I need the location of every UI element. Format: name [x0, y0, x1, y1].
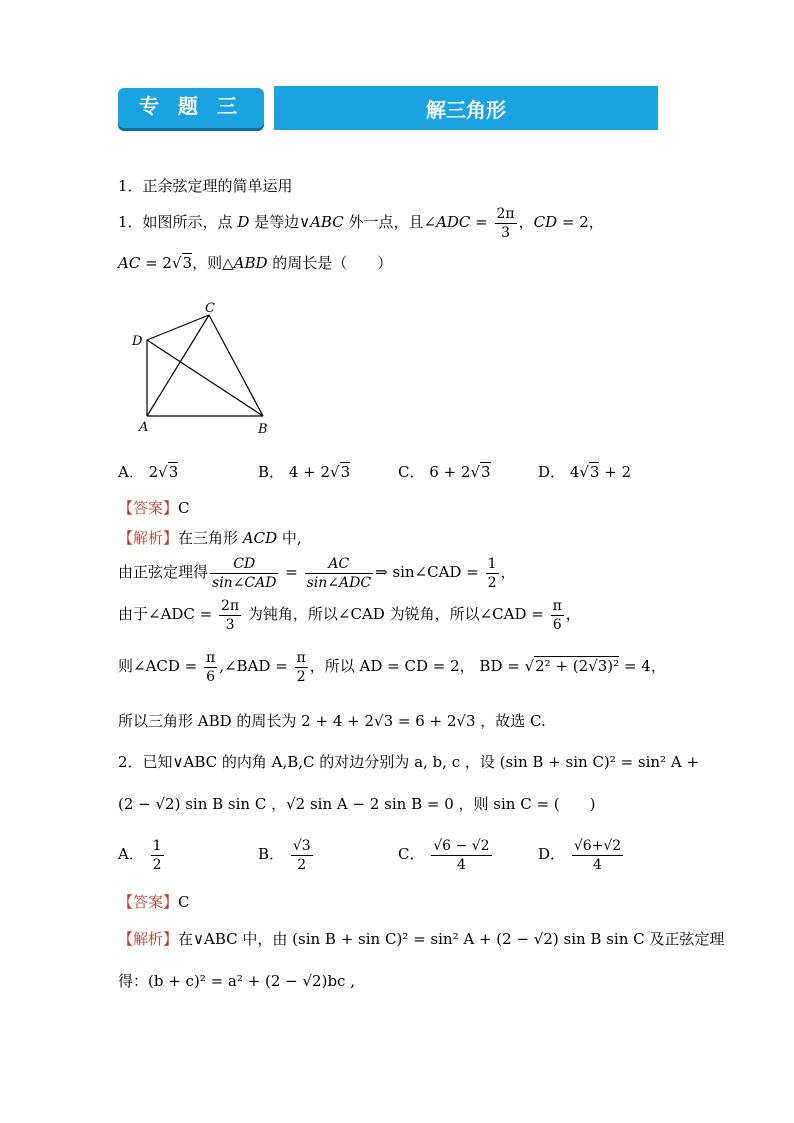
numerator: AC — [328, 555, 350, 572]
label-b: B — [258, 422, 268, 437]
text: 则∠ACD = — [118, 657, 203, 675]
fraction — [305, 555, 373, 592]
q1-stem-line1 — [118, 202, 604, 242]
radicand: 3 — [589, 463, 600, 481]
text: 由于∠ADC = — [118, 605, 218, 623]
q1-option-c: C． 6 + 2√3 — [398, 463, 491, 481]
q2-explanation-line1 — [118, 928, 724, 949]
option-label: D． — [538, 845, 566, 863]
var-abd: ABD — [233, 254, 268, 272]
q2-option-b — [258, 834, 315, 874]
text: ⇒ sin∠CAD = — [375, 563, 484, 581]
denominator: 6 — [204, 667, 217, 686]
q2-stem-line1: 2．已知∨ABC 的内角 A,B,C 的对边分别为 a, b, c ，设 (sin B + sin C)² = sin² A + — [118, 753, 700, 771]
text: 4 + 2 — [288, 463, 331, 481]
denominator: 2 — [295, 667, 308, 686]
text: ，所以 AD = CD = 2， — [309, 657, 475, 675]
numerator: √3 — [292, 837, 311, 854]
q1-option-d: D． 4√3 + 2 — [538, 463, 632, 481]
q1-answer — [118, 497, 190, 518]
text: = 4， — [619, 657, 666, 675]
q2-option-a — [118, 834, 166, 874]
q1-explanation-line1 — [118, 527, 302, 548]
option-label: C． — [398, 845, 425, 863]
option-label: D． — [538, 463, 566, 481]
fraction — [486, 555, 499, 592]
numerator: √6 − √2 — [433, 837, 490, 854]
segment-ac — [147, 315, 209, 416]
text: ,∠BAD = — [219, 657, 293, 675]
option-label: C． — [398, 463, 425, 481]
explanation-label: 【解析】 — [118, 930, 179, 948]
numerator: 2π — [496, 205, 515, 222]
text: ， — [518, 213, 534, 231]
fraction — [151, 837, 164, 874]
numerator: 2π — [221, 597, 240, 614]
numerator: π — [296, 649, 306, 666]
text: + 2 — [599, 463, 632, 481]
title-bar — [274, 86, 658, 130]
text: = — [470, 213, 493, 231]
numerator: π — [206, 649, 216, 666]
var-d: D — [237, 213, 250, 231]
text: 在三角形 — [178, 529, 243, 547]
q1-explanation-line4: 则∠ACD = $\frac{\pi}{6}$ ,∠BAD = $\frac{\pi}{2}$ ，所以 AD = CD = 2， BD = √2² + (2√3)² = 4， — [118, 649, 666, 685]
option-label: A． — [118, 463, 144, 481]
segment-cb — [209, 315, 263, 416]
text: 在∨ABC 中，由 (sin B + sin C)² = sin² A + (2 − √2) sin B sin C 及正弦定理 — [178, 930, 725, 948]
text: 1．如图所示，点 — [118, 213, 238, 231]
q1-explanation-line5: 所以三角形 ABD 的周长为 2 + 4 + 2√3 = 6 + 2√3 ，故选 C. — [118, 712, 546, 730]
text: ， — [500, 563, 516, 581]
text: ， — [565, 605, 581, 623]
topic-badge-label: 专 题 三 — [139, 94, 243, 118]
radicand: 3 — [182, 254, 193, 272]
triangle-figure — [125, 300, 285, 440]
option-label: B． — [258, 463, 285, 481]
var-abc: ABC — [310, 213, 344, 231]
text: 为钝角，所以∠CAD 为锐角，所以∠CAD = — [243, 605, 549, 623]
var-cd: CD — [533, 213, 558, 231]
denominator: 2 — [152, 856, 162, 873]
fraction — [291, 837, 313, 874]
q2-explanation-line2: 得：(b + c)² = a² + (2 − √2)bc , — [118, 972, 355, 990]
page-title: 解三角形 — [426, 98, 506, 122]
denominator: 2 — [291, 855, 313, 874]
answer-value: C — [178, 499, 190, 517]
radicand: 3 — [168, 463, 179, 481]
text: 6 + 2 — [429, 463, 471, 481]
fraction — [551, 597, 564, 634]
answer-label: 【答案】 — [118, 893, 179, 911]
label-c: C — [205, 301, 215, 316]
var-ac: AC — [118, 254, 141, 272]
text: 外一点，且∠ — [343, 213, 437, 231]
fraction — [572, 837, 623, 874]
fraction — [495, 205, 517, 242]
numerator: 1 — [487, 555, 497, 572]
text: = 2， — [557, 213, 604, 231]
radicand: 2² + (2√3)² — [535, 657, 620, 675]
explanation-label: 【解析】 — [118, 529, 179, 547]
section-heading: 1．正余弦定理的简单运用 — [118, 177, 293, 195]
q2-answer — [118, 891, 190, 912]
option-label: B． — [258, 845, 285, 863]
denominator: 2 — [487, 574, 497, 591]
text: 是等边∨ — [249, 213, 311, 231]
fraction — [210, 555, 278, 592]
denominator: 3 — [495, 223, 517, 242]
var-acd: ACD — [242, 529, 278, 547]
denominator: sin∠ADC — [306, 574, 372, 591]
text: 的周长是（ ） — [267, 254, 393, 272]
answer-value: C — [178, 893, 190, 911]
q1-stem-line2: AC = 2√3，则△ABD 的周长是（ ） — [118, 254, 393, 272]
denominator: 4 — [431, 855, 491, 874]
numerator: √6+√2 — [573, 837, 622, 854]
text: 中, — [277, 529, 302, 547]
option-label: A． — [118, 845, 144, 863]
fraction — [204, 649, 217, 686]
text: 4 — [569, 463, 580, 481]
fraction — [431, 837, 491, 874]
topic-badge — [118, 88, 264, 128]
q1-option-b: B． 4 + 2√3 — [258, 463, 351, 481]
denominator: 3 — [219, 615, 241, 634]
fraction — [295, 649, 308, 686]
label-d: D — [132, 334, 143, 349]
q2-option-d — [538, 834, 625, 874]
radicand: 3 — [481, 463, 491, 481]
q1-explanation-line3 — [118, 594, 581, 634]
answer-label: 【答案】 — [118, 499, 179, 517]
radicand: 3 — [340, 463, 351, 481]
q1-option-a: A． 2√3 — [118, 463, 179, 481]
var-adc: ADC — [436, 213, 471, 231]
q1-explanation-line2: 由正弦定理得 $\frac{CD}{\text{sin∠CAD}}$ = $\frac{AC}{\text{sin∠ADC}}$ ⇒ sin∠CAD = $\frac{1}{2}$ ， — [118, 555, 516, 591]
label-a: A — [139, 420, 149, 435]
denominator: 6 — [551, 615, 564, 634]
numerator: CD — [233, 555, 256, 572]
segment-db — [147, 340, 263, 416]
segment-dc — [147, 315, 209, 340]
text: 由正弦定理得 — [118, 563, 209, 581]
text: 2 — [148, 463, 159, 481]
text: = 2 — [140, 254, 172, 272]
q2-stem-line2: (2 − √2) sin B sin C ，√2 sin A − 2 sin B = 0 ，则 sin C = ( ) — [118, 795, 596, 813]
q2-option-c — [398, 834, 494, 874]
numerator: 1 — [152, 837, 162, 854]
text: ，则△ — [192, 254, 234, 272]
fraction — [219, 597, 241, 634]
denominator: 4 — [572, 855, 623, 874]
denominator: sin∠CAD — [212, 574, 277, 591]
numerator: π — [552, 597, 562, 614]
text: BD = — [479, 657, 525, 675]
